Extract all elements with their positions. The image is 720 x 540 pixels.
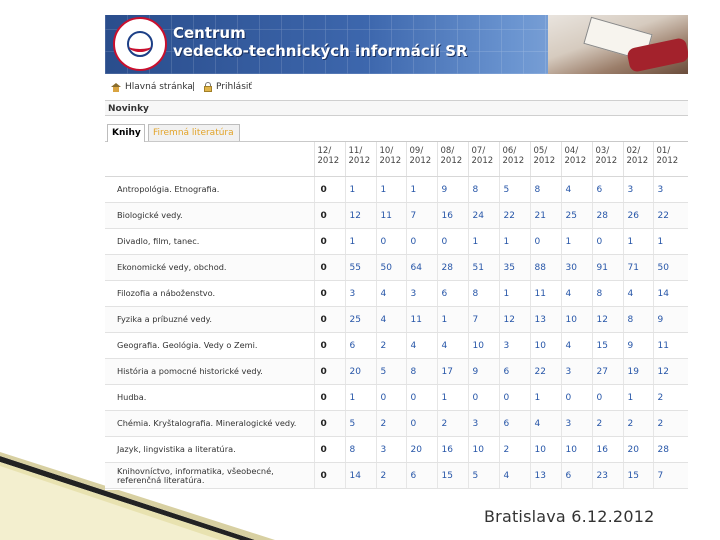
value-cell[interactable]: 0 <box>376 385 406 411</box>
value-cell[interactable]: 22 <box>499 203 530 229</box>
value-cell[interactable]: 3 <box>561 411 592 437</box>
category-cell[interactable]: Geografia. Geológia. Vedy o Zemi. <box>105 333 314 359</box>
top-navigation <box>105 77 688 99</box>
logo-wave <box>129 41 151 52</box>
value-cell[interactable]: 10 <box>468 333 499 359</box>
statistics-table-container <box>105 142 688 490</box>
value-cell: 0 <box>314 359 345 385</box>
column-header[interactable]: 02/ 2012 <box>623 142 653 177</box>
value-cell[interactable]: 9 <box>623 333 653 359</box>
header-banner <box>105 15 688 74</box>
cvti-logo <box>113 17 167 71</box>
value-cell[interactable]: 2 <box>376 411 406 437</box>
value-cell[interactable]: 2 <box>437 411 468 437</box>
value-cell[interactable]: 9 <box>468 359 499 385</box>
column-header[interactable]: 11/ 2012 <box>345 142 376 177</box>
value-cell[interactable]: 0 <box>592 229 623 255</box>
value-cell[interactable]: 27 <box>592 359 623 385</box>
value-cell: 0 <box>314 463 345 489</box>
value-cell[interactable]: 2 <box>376 463 406 489</box>
value-cell[interactable]: 2 <box>376 333 406 359</box>
category-cell[interactable]: Antropológia. Etnografia. <box>105 177 314 203</box>
value-cell[interactable]: 6 <box>499 411 530 437</box>
value-cell[interactable]: 3 <box>561 359 592 385</box>
value-cell[interactable]: 8 <box>406 359 437 385</box>
value-cell: 0 <box>314 255 345 281</box>
login-link[interactable] <box>204 82 252 92</box>
table-row <box>105 385 688 411</box>
value-cell[interactable]: 3 <box>345 281 376 307</box>
value-cell[interactable]: 3 <box>653 177 688 203</box>
value-cell[interactable]: 3 <box>499 333 530 359</box>
value-cell[interactable]: 0 <box>468 385 499 411</box>
value-cell[interactable]: 1 <box>345 177 376 203</box>
value-cell[interactable]: 6 <box>406 463 437 489</box>
value-cell[interactable]: 14 <box>653 281 688 307</box>
category-cell[interactable]: Knihovníctvo, informatika, všeobecné, referenčná literatúra. <box>105 463 314 489</box>
value-cell[interactable]: 0 <box>406 229 437 255</box>
value-cell[interactable]: 15 <box>437 463 468 489</box>
value-cell[interactable]: 3 <box>376 437 406 463</box>
table-row <box>105 255 688 281</box>
value-cell[interactable]: 50 <box>376 255 406 281</box>
table-row <box>105 203 688 229</box>
value-cell[interactable]: 35 <box>499 255 530 281</box>
value-cell[interactable]: 5 <box>376 359 406 385</box>
value-cell[interactable]: 50 <box>653 255 688 281</box>
value-cell[interactable]: 1 <box>437 307 468 333</box>
column-header[interactable]: 09/ 2012 <box>406 142 437 177</box>
header-title-line2: vedecko-technických informácií SR <box>173 42 468 60</box>
value-cell[interactable]: 28 <box>653 437 688 463</box>
value-cell[interactable]: 4 <box>437 333 468 359</box>
value-cell[interactable]: 4 <box>530 411 561 437</box>
value-cell[interactable]: 4 <box>376 307 406 333</box>
column-header[interactable]: 12/ 2012 <box>314 142 345 177</box>
value-cell[interactable]: 64 <box>406 255 437 281</box>
value-cell[interactable]: 12 <box>499 307 530 333</box>
value-cell[interactable]: 11 <box>530 281 561 307</box>
value-cell[interactable]: 19 <box>623 359 653 385</box>
value-cell[interactable]: 2 <box>653 385 688 411</box>
value-cell[interactable]: 3 <box>623 177 653 203</box>
table-header-row <box>105 142 688 177</box>
home-link-label: Hlavná stránka <box>125 82 193 92</box>
value-cell[interactable]: 6 <box>592 177 623 203</box>
table-body <box>105 177 688 489</box>
value-cell[interactable]: 1 <box>406 177 437 203</box>
value-cell[interactable]: 15 <box>592 333 623 359</box>
value-cell[interactable]: 7 <box>406 203 437 229</box>
value-cell: 0 <box>314 385 345 411</box>
home-icon <box>111 83 121 92</box>
lock-icon <box>204 82 212 92</box>
value-cell[interactable]: 4 <box>561 333 592 359</box>
value-cell[interactable]: 4 <box>561 177 592 203</box>
value-cell[interactable]: 8 <box>468 177 499 203</box>
login-link-label: Prihlásiť <box>216 82 252 92</box>
value-cell[interactable]: 12 <box>345 203 376 229</box>
value-cell: 0 <box>314 411 345 437</box>
value-cell[interactable]: 5 <box>468 463 499 489</box>
value-cell[interactable]: 71 <box>623 255 653 281</box>
value-cell[interactable]: 8 <box>592 281 623 307</box>
value-cell[interactable]: 24 <box>468 203 499 229</box>
value-cell[interactable]: 10 <box>468 437 499 463</box>
value-cell[interactable]: 6 <box>345 333 376 359</box>
value-cell[interactable]: 1 <box>376 177 406 203</box>
value-cell[interactable]: 8 <box>623 307 653 333</box>
value-cell[interactable]: 14 <box>345 463 376 489</box>
tab-books[interactable]: Knihy <box>107 124 145 142</box>
table-row <box>105 463 688 489</box>
footer-location-date: Bratislava 6.12.2012 <box>484 507 655 526</box>
tab-corporate-literature[interactable]: Firemná literatúra <box>148 124 240 141</box>
column-header[interactable]: 03/ 2012 <box>592 142 623 177</box>
value-cell[interactable]: 13 <box>530 463 561 489</box>
value-cell[interactable]: 10 <box>561 437 592 463</box>
table-row <box>105 177 688 203</box>
value-cell[interactable]: 10 <box>561 307 592 333</box>
value-cell[interactable]: 4 <box>561 281 592 307</box>
screenshot-panel <box>105 15 688 490</box>
category-cell[interactable]: Ekonomické vedy, obchod. <box>105 255 314 281</box>
value-cell[interactable]: 6 <box>561 463 592 489</box>
value-cell[interactable]: 51 <box>468 255 499 281</box>
reading-person-photo <box>548 15 688 74</box>
value-cell[interactable]: 0 <box>437 229 468 255</box>
value-cell[interactable]: 0 <box>561 385 592 411</box>
value-cell: 0 <box>314 333 345 359</box>
category-cell[interactable]: Divadlo, film, tanec. <box>105 229 314 255</box>
value-cell[interactable]: 28 <box>437 255 468 281</box>
value-cell[interactable]: 1 <box>530 385 561 411</box>
value-cell[interactable]: 20 <box>623 437 653 463</box>
value-cell[interactable]: 4 <box>406 333 437 359</box>
value-cell[interactable]: 16 <box>437 437 468 463</box>
value-cell: 0 <box>314 229 345 255</box>
value-cell[interactable]: 0 <box>499 385 530 411</box>
value-cell[interactable]: 1 <box>468 229 499 255</box>
value-cell[interactable]: 0 <box>530 229 561 255</box>
value-cell[interactable]: 2 <box>623 411 653 437</box>
nav-separator: | <box>192 82 196 92</box>
value-cell[interactable]: 11 <box>376 203 406 229</box>
value-cell: 0 <box>314 177 345 203</box>
table-row <box>105 437 688 463</box>
value-cell[interactable]: 8 <box>468 281 499 307</box>
value-cell[interactable]: 1 <box>499 229 530 255</box>
value-cell[interactable]: 13 <box>530 307 561 333</box>
value-cell[interactable]: 91 <box>592 255 623 281</box>
value-cell[interactable]: 1 <box>499 281 530 307</box>
value-cell[interactable]: 7 <box>468 307 499 333</box>
value-cell: 0 <box>314 307 345 333</box>
value-cell[interactable]: 55 <box>345 255 376 281</box>
table-row <box>105 411 688 437</box>
table-row <box>105 333 688 359</box>
value-cell[interactable]: 12 <box>592 307 623 333</box>
category-cell[interactable]: Chémia. Kryštalografia. Mineralogické vedy. <box>105 411 314 437</box>
value-cell[interactable]: 28 <box>592 203 623 229</box>
value-cell[interactable]: 0 <box>376 229 406 255</box>
value-cell[interactable]: 11 <box>406 307 437 333</box>
value-cell[interactable]: 6 <box>437 281 468 307</box>
header-title-line1: Centrum <box>173 24 246 42</box>
value-cell[interactable]: 10 <box>530 437 561 463</box>
value-cell[interactable]: 21 <box>530 203 561 229</box>
value-cell[interactable]: 3 <box>468 411 499 437</box>
value-cell[interactable]: 6 <box>499 359 530 385</box>
category-header <box>105 142 314 177</box>
value-cell[interactable]: 30 <box>561 255 592 281</box>
table-row <box>105 359 688 385</box>
value-cell[interactable]: 5 <box>345 411 376 437</box>
category-cell[interactable]: Jazyk, lingvistika a literatúra. <box>105 437 314 463</box>
value-cell[interactable]: 9 <box>437 177 468 203</box>
section-title: Novinky <box>105 100 688 116</box>
category-cell[interactable]: Hudba. <box>105 385 314 411</box>
tab-bar <box>105 122 688 142</box>
value-cell[interactable]: 4 <box>499 463 530 489</box>
value-cell[interactable]: 25 <box>345 307 376 333</box>
column-header[interactable]: 10/ 2012 <box>376 142 406 177</box>
home-link[interactable] <box>111 82 196 92</box>
value-cell[interactable]: 2 <box>499 437 530 463</box>
value-cell[interactable]: 22 <box>653 203 688 229</box>
value-cell: 0 <box>314 437 345 463</box>
value-cell[interactable]: 1 <box>345 385 376 411</box>
value-cell[interactable]: 25 <box>561 203 592 229</box>
value-cell[interactable]: 16 <box>437 203 468 229</box>
value-cell[interactable]: 88 <box>530 255 561 281</box>
value-cell: 0 <box>314 281 345 307</box>
value-cell[interactable]: 15 <box>623 463 653 489</box>
value-cell[interactable]: 4 <box>623 281 653 307</box>
value-cell[interactable]: 1 <box>653 229 688 255</box>
value-cell[interactable]: 3 <box>406 281 437 307</box>
table-row <box>105 229 688 255</box>
table-row <box>105 281 688 307</box>
value-cell[interactable]: 0 <box>406 411 437 437</box>
value-cell[interactable]: 11 <box>653 333 688 359</box>
category-cell[interactable]: História a pomocné historické vedy. <box>105 359 314 385</box>
value-cell[interactable]: 1 <box>345 229 376 255</box>
table-row <box>105 307 688 333</box>
value-cell[interactable]: 5 <box>499 177 530 203</box>
value-cell[interactable]: 20 <box>406 437 437 463</box>
value-cell[interactable]: 1 <box>623 385 653 411</box>
column-header[interactable]: 05/ 2012 <box>530 142 561 177</box>
value-cell[interactable]: 8 <box>530 177 561 203</box>
category-cell[interactable]: Filozofia a náboženstvo. <box>105 281 314 307</box>
value-cell[interactable]: 22 <box>530 359 561 385</box>
value-cell[interactable]: 10 <box>530 333 561 359</box>
value-cell[interactable]: 16 <box>592 437 623 463</box>
column-header[interactable]: 06/ 2012 <box>499 142 530 177</box>
value-cell: 0 <box>314 203 345 229</box>
category-cell[interactable]: Fyzika a príbuzné vedy. <box>105 307 314 333</box>
value-cell[interactable]: 4 <box>376 281 406 307</box>
value-cell[interactable]: 2 <box>653 411 688 437</box>
value-cell[interactable]: 20 <box>345 359 376 385</box>
category-cell[interactable]: Biologické vedy. <box>105 203 314 229</box>
column-header[interactable]: 08/ 2012 <box>437 142 468 177</box>
value-cell[interactable]: 26 <box>623 203 653 229</box>
value-cell[interactable]: 1 <box>437 385 468 411</box>
value-cell[interactable]: 9 <box>653 307 688 333</box>
value-cell[interactable]: 23 <box>592 463 623 489</box>
value-cell[interactable]: 2 <box>592 411 623 437</box>
value-cell[interactable]: 0 <box>592 385 623 411</box>
column-header[interactable]: 07/ 2012 <box>468 142 499 177</box>
value-cell[interactable]: 1 <box>623 229 653 255</box>
value-cell[interactable]: 0 <box>406 385 437 411</box>
statistics-table <box>105 142 688 489</box>
column-header[interactable]: 04/ 2012 <box>561 142 592 177</box>
column-header[interactable]: 01/ 2012 <box>653 142 688 177</box>
value-cell[interactable]: 8 <box>345 437 376 463</box>
value-cell[interactable]: 1 <box>561 229 592 255</box>
value-cell[interactable]: 7 <box>653 463 688 489</box>
value-cell[interactable]: 17 <box>437 359 468 385</box>
value-cell[interactable]: 12 <box>653 359 688 385</box>
